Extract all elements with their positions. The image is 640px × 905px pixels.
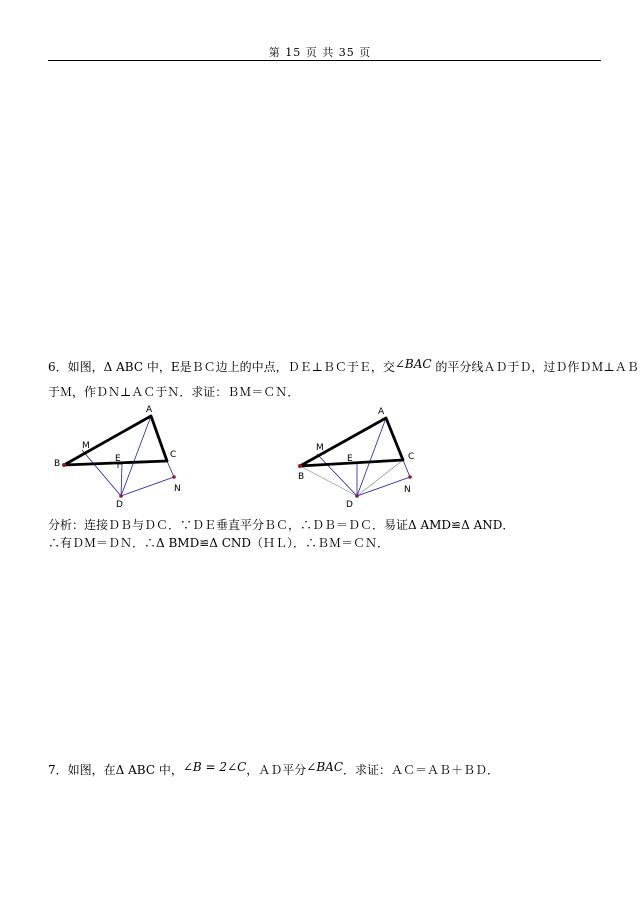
label-b-2: B [298,472,305,482]
label-d-2: D [346,500,353,510]
label-m-2: M [316,443,324,453]
figure-left [48,400,218,510]
analysis-line1: 分析：连接ＤＢ与ＤＣ．∵ＤＥ垂直平分ＢＣ，∴ＤＢ＝ＤＣ．易证Δ AMD≌Δ AND． [48,518,515,532]
label-n-2: N [404,485,411,495]
problem6-line1 [48,357,639,375]
label-n: N [174,484,181,494]
label-a: A [146,405,153,415]
problem7-text-a: 7．如图，在Δ ABC 中， [48,763,183,777]
label-d: D [116,500,123,510]
problem7-angle-expr: ∠B = 2∠C [182,760,247,774]
label-c-2: C [408,452,415,462]
problem6-line2: 于Ｍ，作ＤＮ⊥ＡＣ于Ｎ．求证：ＢＭ＝ＣＮ． [48,385,300,399]
problem6-angle: ∠BAC [394,357,432,371]
problem6-text-a: 6．如图，Δ ABC 中，E是ＢＣ边上的中点，ＤＥ⊥ＢＣ于Ｅ，交 [48,360,395,374]
label-m: M [82,441,90,451]
problem6-text-b: 的平分线ＡＤ于Ｄ，过Ｄ作ＤＭ⊥ＡＢ [431,360,639,374]
problem7-line [48,760,499,778]
problem7-text-b: ，ＡＤ平分 [246,763,307,777]
analysis-line2: ∴有ＤＭ＝ＤＮ．∴Δ BMD≌Δ CND（ＨＬ）．∴ＢＭ＝ＣＮ． [48,536,390,550]
label-e-2: E [347,454,353,464]
figure-right [290,400,430,512]
problem7-text-c: ．求证：ＡＣ＝ＡＢ＋ＢＤ． [343,763,500,777]
problem7-angle-bac: ∠BAC [306,760,344,774]
label-b: B [54,459,61,469]
page-header: 第 15 页 共 35 页 [268,46,372,59]
label-e: E [115,454,121,464]
label-c: C [170,450,177,460]
label-a-2: A [378,407,385,417]
header-divider [48,60,601,61]
